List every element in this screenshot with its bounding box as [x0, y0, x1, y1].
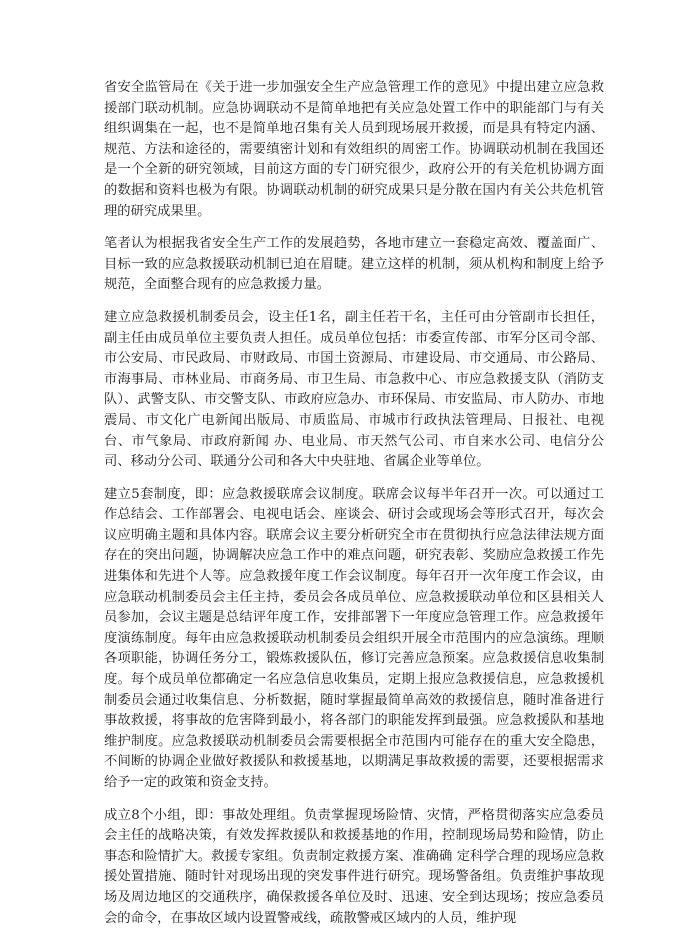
paragraph-intro: 省安全监管局在《关于进一步加强安全生产应急管理工作的意见》中提出建立应急救援部门联动机制。应急协调联动不是简单地把有关应急处置工作中的职能部门与有关组织调集在一起，也不是简单地召集有关人员到现场展开救援，而是具有特定内涵、规范、方法和途径的，需要缜密计划和有效组织的周密工作。协调联动机制在我国还是一个全新的研究领域，目前这方面的专门研究很少，政府公开的有关危机协调方面的数据和资料也极为有限。协调联动机制的研究成果只是分散在国内有关公共危机管理的研究成果里。: [104, 80, 604, 219]
paragraph-eight-groups: 成立8个小组，即：事故处理组。负责掌握现场险情、灾情，严格贯彻落实应急委员会主任的战略决策，有效发挥救援队和救援基地的作用，控制现场局势和险情，防止事态和险情扩大。救援专家组。负责制定救援方案、准确确 定科学合理的现场应急救援处置措施、随时针对现场出现的突发事件进行研究。现场警备组。负责维护事故现场及周边地区的交通秩序，确保救援各单位及时、迅速、安全到达现场；按应急委员会的命令，在事故区域内设置警戒线，疏散警戒区域内的人员，维护现: [104, 807, 604, 926]
paragraph-author-view: 笔者认为根据我省安全生产工作的发展趋势，各地市建立一套稳定高效、覆盖面广、目标一致的应急救援联动机制已迫在眉睫。建立这样的机制，须从机构和制度上给予规范，全面整合现有的应急救援力量。: [104, 236, 604, 293]
paragraph-five-systems: 建立5套制度，即：应急救援联席会议制度。联席会议每半年召开一次。可以通过工作总结会、工作部署会、电视电话会、座谈会、研讨会或现场会等形式召开，每次会议应明确主题和具体内容。联席会议主要分析研究全市在贯彻执行应急法律法规方面存在的突出问题，协调解决应急工作中的难点问题，研究表彰、奖励应急救援工作先进集体和先进个人等。应急救援年度工作会议制度。每年召开一次年度工作会议，由应急联动机制委员会主任主持，委员会各成员单位、应急救援联动单位和区县相关人员参加，会议主题是总结评年度工作，安排部署下一年度应急管理工作。应急救援年度演练制度。每年由应急救援联动机制委员会组织开展全市范围内的应急演练。理顺各项职能，协调任务分工，锻炼救援队伍，修订完善应急预案。应急救援信息收集制度。每个成员单位都确定一名应急信息收集员，定期上报应急救援信息，应急救援机制委员会通过收集信息、分析数据，随时掌握最简单高效的救援信息，随时准备进行事故救援，将事故的危害降到最小，将各部门的职能发挥到最强。应急救援队和基地维护制度。应急救援联动机制委员会需要根据全市范围内可能存在的重大安全隐患，不间断的协调企业做好救援队和救援基地，以期满足事故救援的需要，还要根据需求给予一定的政策和资金支持。: [104, 486, 604, 790]
paragraph-committee: 建立应急救援机制委员会，设主任1名，副主任若干名，主任可由分管副市长担任，副主任由成员单位主要负责人担任。成员单位包括：市委宣传部、市军分区司令部、市公安局、市民政局、市财政局、市国土资源局、市建设局、市交通局、市公路局、市海事局、市林业局、市商务局、市卫生局、市急救中心、市应急救援支队（消防支队）、武警支队、市交警支队、市政府应急办、市环保局、市安监局、市人防办、市地震局、市文化广电新闻出版局、市质监局、市城市行政执法管理局、日报社、电视台、市气象局、市政府新闻 办、电业局、市天然气公司、市自来水公司、电信分公司、移动分公司、联通分公司和各大中央驻地、省属企业等单位。: [104, 309, 604, 470]
document-body: [104, 78, 604, 941]
